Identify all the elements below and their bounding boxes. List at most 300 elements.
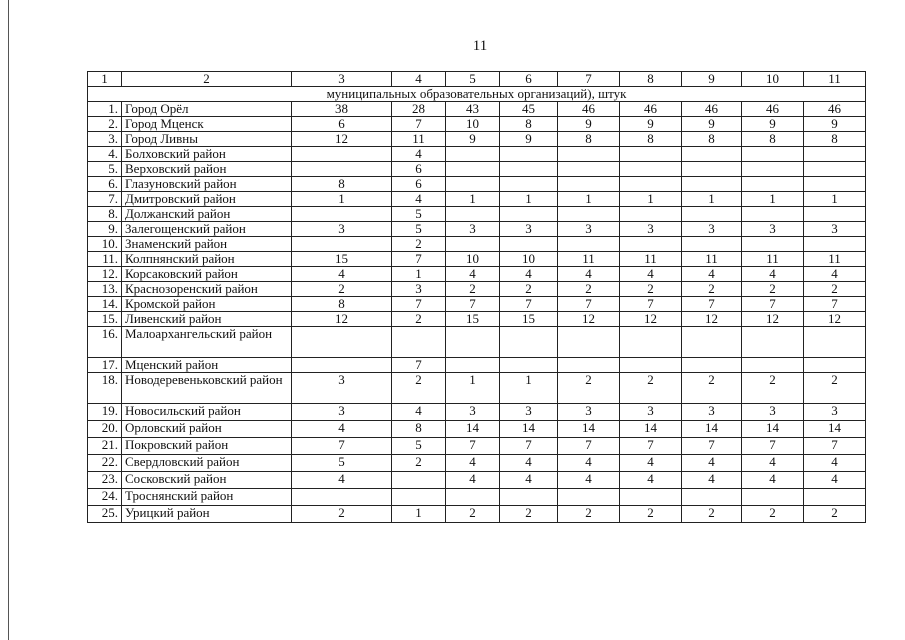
value-cell: 2	[620, 506, 682, 523]
value-cell: 1	[558, 192, 620, 207]
value-cell: 2	[804, 506, 866, 523]
value-cell	[292, 207, 392, 222]
value-cell: 8	[742, 132, 804, 147]
value-cell: 2	[620, 282, 682, 297]
value-cell: 4	[500, 267, 558, 282]
value-cell	[682, 207, 742, 222]
table-row	[88, 177, 866, 192]
value-cell	[804, 237, 866, 252]
value-cell: 46	[558, 102, 620, 117]
value-cell: 1	[446, 192, 500, 207]
value-cell	[558, 489, 620, 506]
row-number: 23.	[88, 472, 122, 489]
value-cell	[292, 237, 392, 252]
value-cell: 15	[292, 252, 392, 267]
table-row	[88, 102, 866, 117]
value-cell: 4	[392, 192, 446, 207]
value-cell	[500, 489, 558, 506]
value-cell: 9	[558, 117, 620, 132]
value-cell: 4	[804, 472, 866, 489]
row-number: 14.	[88, 297, 122, 312]
value-cell: 7	[804, 438, 866, 455]
district-name: Корсаковский район	[122, 267, 292, 282]
value-cell	[620, 358, 682, 373]
value-cell	[804, 489, 866, 506]
value-cell: 1	[500, 192, 558, 207]
value-cell	[742, 177, 804, 192]
table-row	[88, 282, 866, 297]
table-row	[88, 472, 866, 489]
value-cell	[292, 489, 392, 506]
row-number: 22.	[88, 455, 122, 472]
value-cell: 14	[804, 421, 866, 438]
table-row	[88, 404, 866, 421]
value-cell: 7	[742, 438, 804, 455]
row-number: 12.	[88, 267, 122, 282]
value-cell: 1	[446, 373, 500, 404]
value-cell: 2	[292, 282, 392, 297]
value-cell	[804, 177, 866, 192]
district-name: Малоархангельский район	[122, 327, 292, 358]
table-body	[88, 72, 866, 523]
value-cell: 2	[682, 373, 742, 404]
table-row	[88, 455, 866, 472]
value-cell	[804, 358, 866, 373]
value-cell	[500, 207, 558, 222]
value-cell: 2	[682, 506, 742, 523]
value-cell: 7	[392, 252, 446, 267]
table-row	[88, 312, 866, 327]
district-name: Свердловский район	[122, 455, 292, 472]
column-header: 7	[558, 72, 620, 87]
row-number: 1.	[88, 102, 122, 117]
value-cell: 14	[742, 421, 804, 438]
table-row	[88, 421, 866, 438]
value-cell: 5	[292, 455, 392, 472]
table-row	[88, 117, 866, 132]
table-row	[88, 222, 866, 237]
value-cell: 14	[682, 421, 742, 438]
value-cell: 46	[742, 102, 804, 117]
value-cell	[446, 358, 500, 373]
value-cell: 8	[558, 132, 620, 147]
row-number: 15.	[88, 312, 122, 327]
table-row	[88, 358, 866, 373]
value-cell: 7	[682, 438, 742, 455]
column-number-row	[88, 72, 866, 87]
value-cell: 4	[558, 267, 620, 282]
table-row	[88, 438, 866, 455]
value-cell	[742, 358, 804, 373]
value-cell: 2	[558, 282, 620, 297]
value-cell	[742, 237, 804, 252]
value-cell: 1	[742, 192, 804, 207]
value-cell: 7	[558, 297, 620, 312]
district-name: Краснозоренский район	[122, 282, 292, 297]
value-cell: 46	[804, 102, 866, 117]
value-cell: 12	[292, 132, 392, 147]
column-header: 2	[122, 72, 292, 87]
value-cell: 9	[742, 117, 804, 132]
value-cell: 1	[292, 192, 392, 207]
column-header: 5	[446, 72, 500, 87]
value-cell: 5	[392, 207, 446, 222]
value-cell: 4	[392, 147, 446, 162]
row-number: 18.	[88, 373, 122, 404]
value-cell: 5	[392, 438, 446, 455]
row-number: 8.	[88, 207, 122, 222]
value-cell	[620, 489, 682, 506]
district-name: Залегощенский район	[122, 222, 292, 237]
value-cell: 8	[500, 117, 558, 132]
district-name: Город Орёл	[122, 102, 292, 117]
value-cell: 12	[292, 312, 392, 327]
district-name: Покровский район	[122, 438, 292, 455]
table-row	[88, 489, 866, 506]
district-name: Новодеревеньковский район	[122, 373, 292, 404]
value-cell: 2	[742, 373, 804, 404]
section-caption: муниципальных образовательных организаций), штук	[88, 87, 866, 102]
value-cell: 8	[392, 421, 446, 438]
value-cell: 11	[804, 252, 866, 267]
value-cell: 7	[500, 297, 558, 312]
value-cell: 3	[742, 222, 804, 237]
district-name: Орловский район	[122, 421, 292, 438]
value-cell: 2	[392, 455, 446, 472]
value-cell: 2	[620, 373, 682, 404]
value-cell: 3	[804, 222, 866, 237]
value-cell: 7	[500, 438, 558, 455]
value-cell	[742, 327, 804, 358]
value-cell: 12	[620, 312, 682, 327]
value-cell: 4	[682, 472, 742, 489]
column-header: 3	[292, 72, 392, 87]
data-table	[87, 71, 866, 523]
row-number: 5.	[88, 162, 122, 177]
row-number: 3.	[88, 132, 122, 147]
value-cell: 7	[742, 297, 804, 312]
value-cell: 4	[682, 455, 742, 472]
value-cell: 12	[804, 312, 866, 327]
district-name: Город Ливны	[122, 132, 292, 147]
table-row	[88, 373, 866, 404]
value-cell: 10	[500, 252, 558, 267]
column-header: 8	[620, 72, 682, 87]
value-cell	[446, 177, 500, 192]
value-cell: 2	[804, 373, 866, 404]
table-row	[88, 506, 866, 523]
value-cell: 8	[292, 177, 392, 192]
value-cell	[446, 207, 500, 222]
value-cell: 11	[742, 252, 804, 267]
district-name: Троснянский район	[122, 489, 292, 506]
value-cell	[446, 147, 500, 162]
row-number: 24.	[88, 489, 122, 506]
district-name: Знаменский район	[122, 237, 292, 252]
value-cell: 15	[446, 312, 500, 327]
table-row	[88, 162, 866, 177]
column-header: 10	[742, 72, 804, 87]
value-cell: 3	[292, 373, 392, 404]
value-cell: 4	[620, 455, 682, 472]
value-cell	[558, 147, 620, 162]
value-cell: 4	[620, 472, 682, 489]
value-cell: 3	[682, 222, 742, 237]
value-cell: 2	[500, 506, 558, 523]
value-cell: 8	[682, 132, 742, 147]
value-cell: 15	[500, 312, 558, 327]
value-cell: 4	[392, 404, 446, 421]
value-cell	[804, 207, 866, 222]
value-cell: 10	[446, 117, 500, 132]
value-cell: 8	[620, 132, 682, 147]
value-cell	[558, 237, 620, 252]
row-number: 6.	[88, 177, 122, 192]
value-cell: 6	[392, 162, 446, 177]
value-cell: 3	[446, 404, 500, 421]
value-cell	[292, 147, 392, 162]
value-cell: 7	[392, 297, 446, 312]
row-number: 21.	[88, 438, 122, 455]
value-cell: 4	[292, 421, 392, 438]
table-row	[88, 132, 866, 147]
value-cell	[620, 177, 682, 192]
value-cell: 7	[620, 297, 682, 312]
value-cell: 4	[446, 455, 500, 472]
district-name: Дмитровский район	[122, 192, 292, 207]
value-cell: 2	[392, 237, 446, 252]
value-cell: 8	[804, 132, 866, 147]
value-cell: 4	[446, 472, 500, 489]
value-cell: 4	[500, 455, 558, 472]
value-cell: 3	[682, 404, 742, 421]
value-cell: 4	[804, 455, 866, 472]
value-cell: 3	[292, 404, 392, 421]
value-cell: 9	[804, 117, 866, 132]
table-row	[88, 252, 866, 267]
row-number: 10.	[88, 237, 122, 252]
value-cell: 45	[500, 102, 558, 117]
value-cell	[558, 162, 620, 177]
value-cell: 1	[682, 192, 742, 207]
table-row	[88, 237, 866, 252]
district-name: Урицкий район	[122, 506, 292, 523]
column-header: 4	[392, 72, 446, 87]
row-number: 20.	[88, 421, 122, 438]
district-name: Кромской район	[122, 297, 292, 312]
value-cell	[742, 147, 804, 162]
value-cell: 4	[500, 472, 558, 489]
table-row	[88, 327, 866, 358]
value-cell	[682, 489, 742, 506]
value-cell: 4	[682, 267, 742, 282]
value-cell	[620, 207, 682, 222]
table-row	[88, 147, 866, 162]
value-cell: 11	[392, 132, 446, 147]
column-header: 1	[88, 72, 122, 87]
value-cell: 14	[620, 421, 682, 438]
section-caption-row	[88, 87, 866, 102]
value-cell	[392, 327, 446, 358]
row-number: 9.	[88, 222, 122, 237]
value-cell	[392, 472, 446, 489]
value-cell: 9	[682, 117, 742, 132]
row-number: 16.	[88, 327, 122, 358]
value-cell: 3	[292, 222, 392, 237]
table-row	[88, 297, 866, 312]
value-cell: 1	[392, 506, 446, 523]
value-cell: 7	[620, 438, 682, 455]
page-number: 11	[472, 38, 488, 54]
district-name: Болховский район	[122, 147, 292, 162]
value-cell: 7	[804, 297, 866, 312]
value-cell	[620, 162, 682, 177]
value-cell: 9	[446, 132, 500, 147]
column-header: 9	[682, 72, 742, 87]
value-cell: 11	[558, 252, 620, 267]
district-name: Ливенский район	[122, 312, 292, 327]
value-cell	[500, 327, 558, 358]
value-cell: 4	[742, 472, 804, 489]
district-name: Сосковский район	[122, 472, 292, 489]
value-cell: 9	[500, 132, 558, 147]
value-cell	[804, 147, 866, 162]
row-number: 2.	[88, 117, 122, 132]
value-cell	[682, 237, 742, 252]
value-cell: 4	[804, 267, 866, 282]
value-cell: 3	[446, 222, 500, 237]
value-cell	[500, 147, 558, 162]
value-cell: 3	[500, 404, 558, 421]
value-cell	[392, 489, 446, 506]
district-name: Мценский район	[122, 358, 292, 373]
row-number: 7.	[88, 192, 122, 207]
district-name: Должанский район	[122, 207, 292, 222]
value-cell: 46	[620, 102, 682, 117]
value-cell	[620, 147, 682, 162]
value-cell	[446, 237, 500, 252]
value-cell: 3	[620, 404, 682, 421]
value-cell: 3	[620, 222, 682, 237]
value-cell: 3	[804, 404, 866, 421]
value-cell: 2	[392, 373, 446, 404]
value-cell: 2	[742, 282, 804, 297]
column-header: 6	[500, 72, 558, 87]
row-number: 13.	[88, 282, 122, 297]
value-cell	[500, 358, 558, 373]
value-cell: 46	[682, 102, 742, 117]
value-cell: 3	[500, 222, 558, 237]
value-cell	[558, 177, 620, 192]
table-row	[88, 207, 866, 222]
value-cell	[682, 147, 742, 162]
value-cell: 6	[292, 117, 392, 132]
row-number: 25.	[88, 506, 122, 523]
value-cell	[804, 162, 866, 177]
value-cell: 2	[558, 373, 620, 404]
value-cell: 4	[620, 267, 682, 282]
value-cell: 2	[682, 282, 742, 297]
district-name: Глазуновский район	[122, 177, 292, 192]
district-name: Город Мценск	[122, 117, 292, 132]
value-cell: 4	[292, 267, 392, 282]
row-number: 19.	[88, 404, 122, 421]
value-cell: 12	[742, 312, 804, 327]
value-cell: 4	[292, 472, 392, 489]
value-cell	[446, 162, 500, 177]
value-cell: 14	[500, 421, 558, 438]
value-cell: 4	[446, 267, 500, 282]
value-cell	[558, 358, 620, 373]
value-cell: 38	[292, 102, 392, 117]
value-cell: 4	[742, 267, 804, 282]
value-cell: 1	[500, 373, 558, 404]
value-cell: 2	[292, 506, 392, 523]
value-cell	[558, 327, 620, 358]
value-cell: 7	[446, 438, 500, 455]
value-cell: 3	[558, 404, 620, 421]
value-cell: 10	[446, 252, 500, 267]
value-cell	[742, 207, 804, 222]
value-cell	[292, 162, 392, 177]
value-cell: 14	[446, 421, 500, 438]
value-cell: 4	[558, 455, 620, 472]
value-cell: 7	[292, 438, 392, 455]
value-cell: 14	[558, 421, 620, 438]
value-cell	[292, 327, 392, 358]
value-cell	[620, 237, 682, 252]
value-cell: 12	[682, 312, 742, 327]
district-name: Верховский район	[122, 162, 292, 177]
table-row	[88, 267, 866, 282]
value-cell: 5	[392, 222, 446, 237]
value-cell: 6	[392, 177, 446, 192]
value-cell: 7	[682, 297, 742, 312]
value-cell: 3	[392, 282, 446, 297]
value-cell	[500, 162, 558, 177]
value-cell	[742, 489, 804, 506]
value-cell: 3	[742, 404, 804, 421]
value-cell: 8	[292, 297, 392, 312]
value-cell: 1	[392, 267, 446, 282]
value-cell: 7	[392, 358, 446, 373]
value-cell	[446, 327, 500, 358]
value-cell: 2	[804, 282, 866, 297]
value-cell: 1	[620, 192, 682, 207]
value-cell	[446, 489, 500, 506]
value-cell: 7	[446, 297, 500, 312]
value-cell: 2	[742, 506, 804, 523]
value-cell: 2	[446, 506, 500, 523]
value-cell: 11	[682, 252, 742, 267]
value-cell: 7	[392, 117, 446, 132]
value-cell	[742, 162, 804, 177]
value-cell	[804, 327, 866, 358]
value-cell: 2	[392, 312, 446, 327]
value-cell	[558, 207, 620, 222]
value-cell: 4	[742, 455, 804, 472]
value-cell	[620, 327, 682, 358]
value-cell: 7	[558, 438, 620, 455]
column-header: 11	[804, 72, 866, 87]
value-cell	[682, 358, 742, 373]
page-edge-line	[8, 0, 9, 640]
value-cell	[500, 177, 558, 192]
value-cell	[682, 177, 742, 192]
district-name: Новосильский район	[122, 404, 292, 421]
value-cell: 43	[446, 102, 500, 117]
value-cell: 2	[558, 506, 620, 523]
